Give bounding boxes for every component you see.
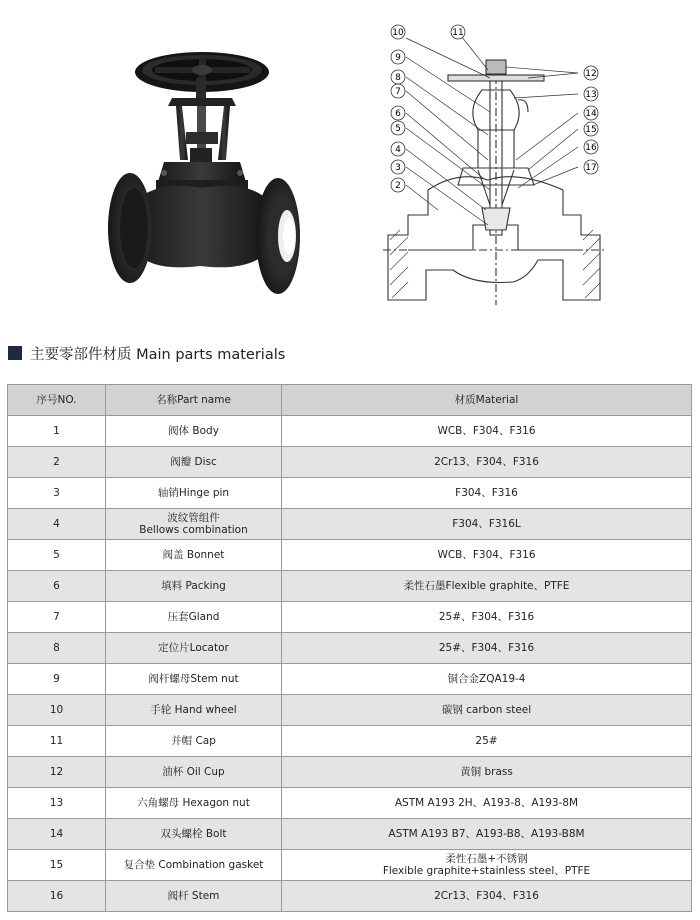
square-bullet-icon — [8, 346, 22, 360]
cell-material-text: ASTM A193 2H、A193-8、A193-8M — [394, 796, 579, 809]
svg-text:4: 4 — [395, 145, 401, 155]
cell-part-name — [106, 509, 282, 540]
callout-4 — [391, 142, 405, 156]
cell-no-text: 12 — [49, 765, 64, 778]
svg-text:9: 9 — [395, 53, 401, 63]
cell-material-text: WCB、F304、F316 — [437, 548, 536, 561]
cell-part-name — [106, 819, 282, 850]
cell-no-text: 3 — [53, 486, 60, 499]
callout-3 — [391, 160, 405, 174]
cell-material — [282, 447, 692, 478]
cell-material — [282, 757, 692, 788]
cell-no — [8, 664, 106, 695]
cell-no — [8, 633, 106, 664]
callout-5 — [391, 121, 405, 135]
cell-no-text: 13 — [49, 796, 64, 809]
table-row — [8, 788, 692, 819]
svg-text:3: 3 — [395, 163, 401, 173]
callout-16 — [584, 140, 598, 154]
cell-part-name-text: 定位片Locator — [158, 641, 229, 654]
table-row — [8, 447, 692, 478]
header-no: 序号NO. — [8, 385, 106, 416]
cell-no-text: 2 — [53, 455, 60, 468]
cell-material-text: F304、F316 — [455, 486, 518, 499]
svg-text:11: 11 — [452, 28, 464, 38]
cell-part-name — [106, 788, 282, 819]
cell-no-text: 1 — [53, 424, 60, 437]
table-row — [8, 478, 692, 509]
svg-text:16: 16 — [585, 143, 597, 153]
cell-no — [8, 416, 106, 447]
cell-no — [8, 602, 106, 633]
cell-no — [8, 447, 106, 478]
cell-material-text: 黄铜 brass — [460, 765, 513, 778]
cell-no-text: 8 — [53, 641, 60, 654]
cell-material — [282, 788, 692, 819]
cell-material — [282, 633, 692, 664]
svg-text:10: 10 — [392, 28, 404, 38]
svg-text:2: 2 — [395, 181, 401, 191]
callout-17 — [584, 160, 598, 174]
table-row — [8, 540, 692, 571]
cell-part-name — [106, 540, 282, 571]
callout-11 — [451, 25, 465, 39]
cell-part-name-text: 手轮 Hand wheel — [150, 703, 237, 716]
cell-no-text: 16 — [49, 889, 64, 902]
cell-material-text: 25#、F304、F316 — [438, 641, 535, 654]
table-row — [8, 416, 692, 447]
cell-part-name-text: 阀杆 Stem — [167, 889, 220, 902]
cell-part-name-text: 阀盖 Bonnet — [162, 548, 225, 561]
cell-material — [282, 509, 692, 540]
cell-no — [8, 819, 106, 850]
cell-material-text: 25# — [475, 734, 498, 747]
callout-12 — [584, 66, 598, 80]
table-row — [8, 726, 692, 757]
cell-material-text: 铜合金ZQA19-4 — [447, 672, 526, 685]
cell-material-text: 柔性石墨Flexible graphite、PTFE — [403, 579, 570, 592]
cell-part-name-text: 填料 Packing — [161, 579, 226, 592]
cell-part-name-text: 轴销Hinge pin — [157, 486, 230, 499]
cell-part-name — [106, 726, 282, 757]
section-title: 主要零部件材质 Main parts materials — [30, 346, 286, 363]
cell-part-name — [106, 850, 282, 881]
cell-no — [8, 788, 106, 819]
cell-no — [8, 726, 106, 757]
cell-material-text: 25#、F304、F316 — [438, 610, 535, 623]
cell-no-text: 11 — [49, 734, 64, 747]
cell-material-text: WCB、F304、F316 — [437, 424, 536, 437]
callout-14 — [584, 106, 598, 120]
cell-no — [8, 850, 106, 881]
cell-part-name — [106, 881, 282, 912]
table-header-row — [8, 385, 692, 416]
svg-text:7: 7 — [395, 87, 401, 97]
cell-no-text: 7 — [53, 610, 60, 623]
cell-material-text: 2Cr13、F304、F316 — [434, 889, 539, 902]
cell-part-name-text: 压套Gland — [167, 610, 220, 623]
cell-material — [282, 602, 692, 633]
cell-part-name — [106, 571, 282, 602]
cell-no-text: 15 — [49, 858, 64, 871]
cell-part-name — [106, 478, 282, 509]
cell-part-name — [106, 757, 282, 788]
callout-10 — [391, 25, 405, 39]
cell-material — [282, 571, 692, 602]
cell-part-name-text: 阀体 Body — [168, 424, 219, 437]
cell-no — [8, 571, 106, 602]
cell-no — [8, 478, 106, 509]
cell-part-name-text: 复合垫 Combination gasket — [123, 858, 264, 871]
cell-material — [282, 664, 692, 695]
callout-9 — [391, 50, 405, 64]
callout-15 — [584, 122, 598, 136]
cell-part-name-text: 并帽 Cap — [171, 734, 216, 747]
cell-part-name — [106, 695, 282, 726]
cell-no — [8, 757, 106, 788]
valve-section-drawing — [378, 20, 613, 315]
cell-part-name-text: 油杯 Oil Cup — [162, 765, 225, 778]
cell-part-name-text: 阀瓣 Disc — [170, 455, 217, 468]
cell-part-name-text: 阀杆螺母Stem nut — [148, 672, 239, 685]
cell-material — [282, 540, 692, 571]
svg-text:14: 14 — [585, 109, 597, 119]
section-heading — [8, 344, 285, 362]
cell-material-text: 2Cr13、F304、F316 — [434, 455, 539, 468]
callout-13 — [584, 87, 598, 101]
header-material: 材质Material — [282, 385, 692, 416]
cell-material — [282, 881, 692, 912]
cell-material — [282, 695, 692, 726]
cell-material-text: F304、F316L — [452, 517, 521, 530]
cell-material — [282, 478, 692, 509]
callout-2 — [391, 178, 405, 192]
cell-no — [8, 881, 106, 912]
table-row — [8, 695, 692, 726]
cell-material — [282, 819, 692, 850]
cell-no-text: 10 — [49, 703, 64, 716]
cell-no-text: 14 — [49, 827, 64, 840]
table-row — [8, 602, 692, 633]
cell-no-text: 6 — [53, 579, 60, 592]
cell-no-text: 9 — [53, 672, 60, 685]
cell-material-text: 柔性石墨+不锈钢 Flexible graphite+stainless steel、PTFE — [382, 852, 591, 877]
svg-text:8: 8 — [395, 73, 401, 83]
cell-part-name — [106, 602, 282, 633]
svg-text:5: 5 — [395, 124, 401, 134]
cell-no-text: 4 — [53, 517, 60, 530]
table-row — [8, 664, 692, 695]
cell-part-name — [106, 633, 282, 664]
table-row — [8, 881, 692, 912]
table-row — [8, 850, 692, 881]
cell-part-name-text: 六角螺母 Hexagon nut — [137, 796, 250, 809]
svg-text:17: 17 — [585, 163, 597, 173]
header-part-name: 名称Part name — [106, 385, 282, 416]
cell-no — [8, 540, 106, 571]
svg-text:6: 6 — [395, 109, 401, 119]
cell-material — [282, 850, 692, 881]
callout-6 — [391, 106, 405, 120]
svg-text:12: 12 — [585, 69, 597, 79]
cell-part-name — [106, 447, 282, 478]
table-row — [8, 819, 692, 850]
cell-part-name-text: 波纹管组件 Bellows combination — [139, 511, 248, 536]
cell-material-text: 碳钢 carbon steel — [441, 703, 532, 716]
table-row — [8, 571, 692, 602]
table-row — [8, 633, 692, 664]
cell-material — [282, 416, 692, 447]
cell-no-text: 5 — [53, 548, 60, 561]
svg-text:15: 15 — [585, 125, 597, 135]
cell-material-text: ASTM A193 B7、A193-B8、A193-B8M — [388, 827, 585, 840]
cell-no — [8, 695, 106, 726]
cell-part-name-text: 双头螺栓 Bolt — [160, 827, 227, 840]
svg-text:13: 13 — [585, 90, 597, 100]
cell-part-name — [106, 416, 282, 447]
table-row — [8, 509, 692, 540]
cell-material — [282, 726, 692, 757]
callout-8 — [391, 70, 405, 84]
valve-photo — [100, 40, 330, 315]
cell-no — [8, 509, 106, 540]
parts-materials-table — [7, 384, 692, 912]
table-row — [8, 757, 692, 788]
callout-7 — [391, 84, 405, 98]
cell-part-name — [106, 664, 282, 695]
